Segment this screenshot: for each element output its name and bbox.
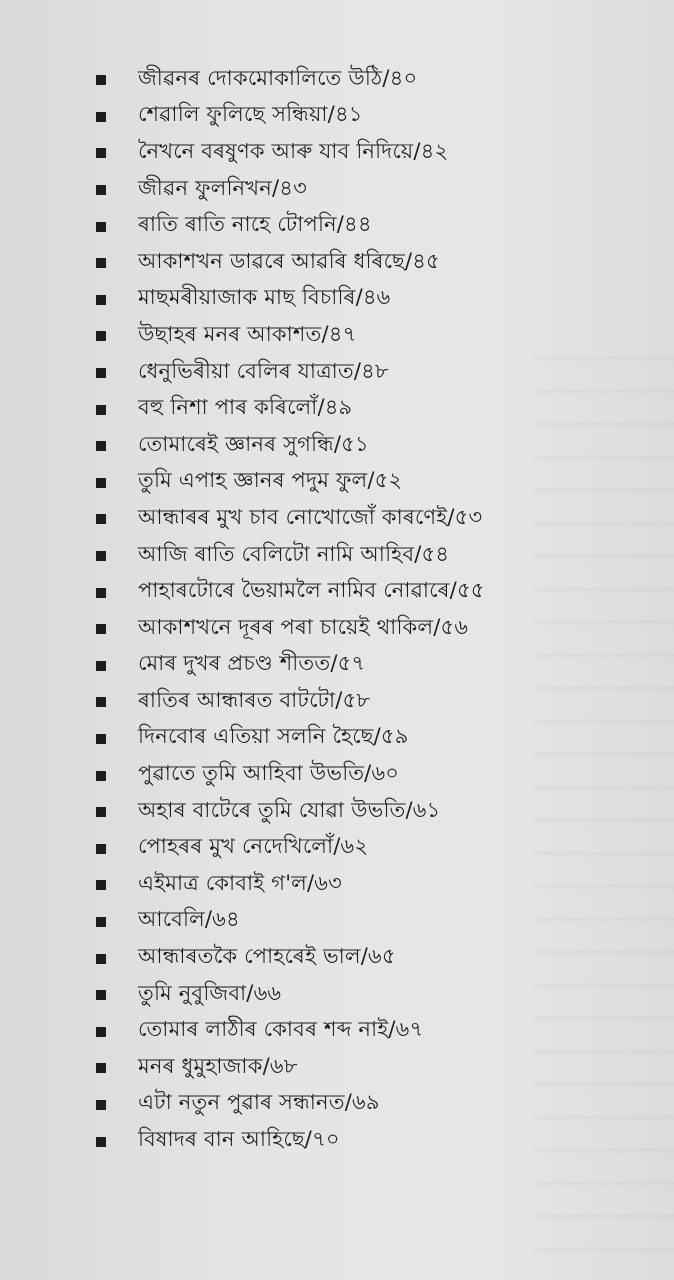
toc-entry: [96, 1122, 636, 1159]
toc-entry-page: ৫৭: [337, 651, 366, 676]
toc-entry-title: আন্ধাৰতকৈ পোহৰেই ভাল: [138, 944, 361, 969]
square-bullet-icon: [96, 880, 106, 890]
toc-entry-page: ৫২: [374, 468, 403, 493]
square-bullet-icon: [96, 405, 106, 415]
toc-entry-text: [138, 794, 440, 829]
toc-entry: [96, 207, 636, 244]
toc-entry-text: [138, 208, 372, 243]
toc-separator: /: [304, 1127, 313, 1152]
toc-entry-text: [138, 172, 307, 207]
square-bullet-icon: [96, 295, 106, 305]
toc-entry: [96, 829, 636, 866]
toc-entry-text: [138, 391, 352, 426]
toc-entry-page: ৬২: [340, 834, 369, 859]
toc-entry: [96, 573, 636, 610]
toc-entry-title: দিনবোৰ এতিয়া সলনি হৈছে: [138, 724, 374, 749]
toc-entry-title: মাছমৰীয়াজাক মাছ বিচাৰি: [138, 285, 356, 310]
toc-separator: /: [360, 944, 369, 969]
toc-entry-page: ৫৩: [454, 504, 483, 529]
toc-entry-page: ৬৮: [269, 1053, 298, 1078]
toc-entry-text: [138, 830, 368, 865]
toc-entry: [96, 647, 636, 684]
square-bullet-icon: [96, 588, 106, 598]
toc-entry-title: পুৱাতে তুমি আহিবা উভতি: [138, 761, 365, 786]
square-bullet-icon: [96, 917, 106, 927]
square-bullet-icon: [96, 1100, 106, 1110]
toc-entry-title: ৰাতি ৰাতি নাহে টোপনি: [138, 212, 337, 237]
square-bullet-icon: [96, 258, 106, 268]
toc-entry-page: ৬৫: [368, 944, 396, 969]
toc-entry: [96, 317, 636, 354]
toc-entry-page: ৬১: [412, 797, 441, 822]
square-bullet-icon: [96, 112, 106, 122]
square-bullet-icon: [96, 697, 106, 707]
table-of-contents: [96, 61, 636, 1159]
square-bullet-icon: [96, 1137, 106, 1147]
toc-entry-title: শেৱালি ফুলিছে সন্ধিয়া: [138, 102, 328, 127]
toc-separator: /: [388, 1017, 396, 1042]
toc-separator: /: [333, 834, 341, 859]
toc-separator: /: [336, 212, 345, 237]
toc-entry-page: ৭০: [312, 1127, 340, 1152]
toc-entry-page: ৬৭: [395, 1017, 424, 1042]
square-bullet-icon: [96, 222, 106, 232]
square-bullet-icon: [96, 1063, 106, 1073]
toc-entry-text: [138, 1013, 423, 1048]
square-bullet-icon: [96, 1027, 106, 1037]
toc-entry-page: ৪১: [334, 102, 363, 127]
square-bullet-icon: [96, 478, 106, 488]
toc-entry: [96, 61, 636, 98]
toc-entry-text: [138, 98, 363, 133]
toc-entry: [96, 866, 636, 903]
square-bullet-icon: [96, 954, 106, 964]
toc-entry-page: ৪৩: [279, 175, 307, 200]
toc-entry-page: ৪৫: [412, 248, 440, 273]
toc-entry: [96, 98, 636, 135]
toc-entry: [96, 171, 636, 208]
square-bullet-icon: [96, 661, 106, 671]
toc-entry-text: [138, 1050, 298, 1085]
toc-entry-text: [138, 757, 399, 792]
square-bullet-icon: [96, 624, 106, 634]
toc-entry-text: [138, 940, 396, 975]
toc-separator: /: [382, 65, 390, 90]
toc-entry-text: [138, 355, 389, 390]
toc-separator: /: [404, 248, 413, 273]
toc-entry-title: অহাৰ বাটেৰে তুমি যোৱা উভতি: [138, 797, 406, 822]
toc-entry-page: ৫৯: [380, 724, 409, 749]
square-bullet-icon: [96, 514, 106, 524]
toc-entry-title: জীৱন ফুলনিখন: [138, 175, 272, 200]
toc-separator: /: [353, 358, 362, 383]
square-bullet-icon: [96, 331, 106, 341]
toc-entry-title: আকাশখনে দূৰৰ পৰা চায়েই থাকিল: [138, 614, 434, 639]
toc-entry-title: তুমি এপাহ জ্ঞানৰ পদুম ফুল: [138, 468, 368, 493]
toc-entry-page: ৪৯: [324, 395, 353, 420]
square-bullet-icon: [96, 844, 106, 854]
square-bullet-icon: [96, 990, 106, 1000]
toc-entry-page: ৬৩: [314, 870, 343, 895]
toc-entry-page: ৫৪: [421, 541, 450, 566]
toc-separator: /: [433, 614, 441, 639]
toc-separator: /: [355, 285, 363, 310]
toc-entry-title: তোমাৰ লাঠীৰ কোবৰ শব্দ নাই: [138, 1017, 389, 1042]
toc-entry-page: ৪৬: [362, 285, 391, 310]
toc-entry: [96, 720, 636, 757]
toc-entry: [96, 281, 636, 318]
toc-entry: [96, 976, 636, 1013]
toc-entry-text: [138, 464, 402, 499]
toc-entry-title: বিষাদৰ বান আহিছে: [138, 1127, 305, 1152]
toc-entry-page: ৪০: [389, 65, 418, 90]
toc-entry-title: জীৱনৰ দোকমোকালিতে উঠি: [138, 65, 383, 90]
toc-entry: [96, 939, 636, 976]
toc-separator: /: [414, 541, 422, 566]
toc-separator: /: [344, 1090, 352, 1115]
toc-entry: [96, 1049, 636, 1086]
square-bullet-icon: [96, 368, 106, 378]
toc-entry-text: [138, 135, 448, 170]
toc-entry-page: ৫৮: [342, 687, 371, 712]
toc-entry-page: ৬০: [371, 761, 400, 786]
toc-separator: /: [271, 175, 280, 200]
square-bullet-icon: [96, 734, 106, 744]
toc-entry-text: [138, 611, 468, 646]
toc-separator: /: [364, 761, 372, 786]
toc-entry-page: ৬৪: [212, 907, 240, 932]
square-bullet-icon: [96, 75, 106, 85]
toc-entry-text: [138, 318, 356, 353]
toc-entry: [96, 903, 636, 940]
toc-entry-title: নৈখনে বৰষুণক আৰু যাব নিদিয়ে: [138, 138, 414, 163]
toc-entry-title: আজি ৰাতি বেলিটো নামি আহিব: [138, 541, 415, 566]
square-bullet-icon: [96, 441, 106, 451]
toc-entry-text: [138, 428, 369, 463]
toc-entry-text: [138, 62, 417, 97]
toc-entry: [96, 793, 636, 830]
toc-entry-title: পাহাৰটোৰে ভৈয়ামলৈ নামিব নোৱাৰে: [138, 578, 450, 603]
toc-entry-title: তোমাৰেই জ্ঞানৰ সুগন্ধি: [138, 431, 334, 456]
toc-entry: [96, 464, 636, 501]
toc-entry: [96, 390, 636, 427]
toc-entry: [96, 537, 636, 574]
toc-entry-text: [138, 867, 342, 902]
toc-entry-text: [138, 903, 240, 938]
toc-entry: [96, 427, 636, 464]
toc-separator: /: [367, 468, 375, 493]
toc-separator: /: [307, 870, 315, 895]
toc-separator: /: [449, 578, 457, 603]
toc-entry-title: এটা নতুন পুৱাৰ সন্ধানত: [138, 1090, 345, 1115]
square-bullet-icon: [96, 148, 106, 158]
square-bullet-icon: [96, 771, 106, 781]
toc-entry-title: তুমি নুবুজিবা: [138, 980, 247, 1005]
toc-entry-title: আকাশখন ডাৱৰে আৱৰি ধৰিছে: [138, 248, 405, 273]
toc-separator: /: [373, 724, 381, 749]
toc-separator: /: [246, 980, 254, 1005]
toc-entry-page: ৫৫: [456, 578, 485, 603]
toc-separator: /: [317, 395, 325, 420]
toc-entry-text: [138, 281, 391, 316]
toc-entry: [96, 1086, 636, 1123]
toc-entry-text: [138, 720, 409, 755]
toc-separator: /: [413, 138, 421, 163]
toc-entry-title: মনৰ ধুমুহাজাক: [138, 1053, 263, 1078]
square-bullet-icon: [96, 551, 106, 561]
toc-entry-page: ৪৪: [344, 212, 372, 237]
toc-separator: /: [405, 797, 413, 822]
toc-entry-text: [138, 501, 482, 536]
toc-entry: [96, 683, 636, 720]
toc-entry-title: ধেনুভিৰীয়া বেলিৰ যাত্ৰাত: [138, 358, 354, 383]
toc-entry-text: [138, 684, 370, 719]
toc-entry: [96, 756, 636, 793]
toc-entry-page: ৫৬: [440, 614, 469, 639]
toc-entry-title: পোহৰৰ মুখ নেদেখিলোঁ: [138, 834, 334, 859]
toc-entry-title: এইমাত্ৰ কোবাই গ'ল: [138, 870, 308, 895]
toc-separator: /: [447, 504, 455, 529]
toc-entry: [96, 354, 636, 391]
toc-entry-page: ৫১: [341, 431, 369, 456]
toc-entry-text: [138, 574, 485, 609]
toc-entry-page: ৪৮: [361, 358, 389, 383]
toc-separator: /: [204, 907, 213, 932]
toc-separator: /: [262, 1053, 270, 1078]
toc-entry-title: উছাহৰ মনৰ আকাশত: [138, 321, 322, 346]
square-bullet-icon: [96, 185, 106, 195]
toc-separator: /: [330, 651, 338, 676]
toc-entry: [96, 134, 636, 171]
toc-entry-text: [138, 538, 449, 573]
toc-entry: [96, 244, 636, 281]
toc-entry-page: ৬৯: [351, 1090, 380, 1115]
toc-entry-page: ৬৬: [253, 980, 282, 1005]
toc-entry-title: ৰাতিৰ আন্ধাৰত বাটটো: [138, 687, 336, 712]
toc-entry: [96, 500, 636, 537]
toc-entry-text: [138, 647, 365, 682]
toc-entry: [96, 610, 636, 647]
toc-entry-title: মোৰ দুখৰ প্ৰচণ্ড শীতত: [138, 651, 331, 676]
toc-separator: /: [327, 102, 335, 127]
toc-entry-text: [138, 1086, 380, 1121]
toc-entry-text: [138, 245, 440, 280]
toc-entry-page: ৪২: [420, 138, 449, 163]
toc-separator: /: [335, 687, 343, 712]
toc-separator: /: [321, 321, 329, 346]
toc-entry-title: আবেলি: [138, 907, 205, 932]
toc-entry-text: [138, 1123, 340, 1158]
toc-separator: /: [333, 431, 342, 456]
toc-entry: [96, 1012, 636, 1049]
toc-entry-page: ৪৭: [328, 321, 357, 346]
toc-entry-text: [138, 977, 281, 1012]
toc-entry-title: বহু নিশা পাৰ কৰিলোঁ: [138, 395, 318, 420]
toc-entry-title: আন্ধাৰৰ মুখ চাব নোখোজোঁ কাৰণেই: [138, 504, 448, 529]
square-bullet-icon: [96, 807, 106, 817]
